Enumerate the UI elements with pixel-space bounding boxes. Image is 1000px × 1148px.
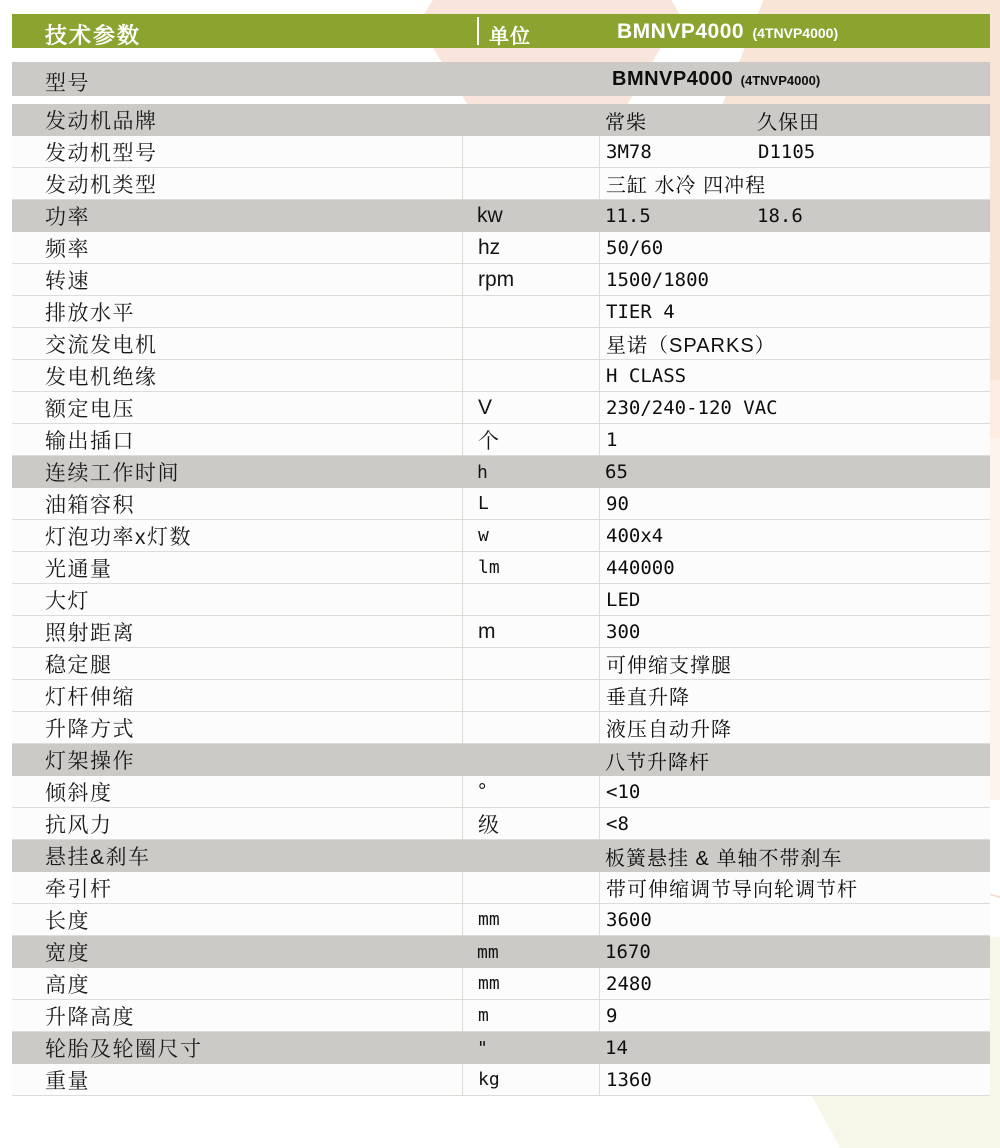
param-unit: m — [462, 616, 599, 647]
param-unit: 个 — [462, 424, 599, 455]
param-label: 排放水平 — [45, 301, 135, 325]
param-label: 升降高度 — [45, 1005, 135, 1029]
param-value-text: 65 — [605, 461, 628, 483]
param-value-text: 50/60 — [606, 236, 664, 259]
param-label: 频率 — [45, 237, 90, 261]
param-value — [599, 200, 990, 232]
table-row — [12, 776, 990, 808]
param-value — [599, 1064, 990, 1095]
param-unit — [462, 328, 599, 359]
model-row — [12, 62, 990, 96]
table-row — [12, 552, 990, 584]
param-value — [599, 424, 990, 455]
param-label: 照射距离 — [45, 621, 135, 645]
param-value-text: 1670 — [605, 941, 651, 963]
param-value — [599, 168, 990, 199]
param-value-text: 2480 — [606, 972, 652, 995]
table-row — [12, 968, 990, 1000]
param-label: 升降方式 — [45, 717, 135, 741]
table-row — [12, 200, 990, 232]
param-label: 转速 — [45, 269, 90, 293]
param-value-text: 230/240-120 VAC — [606, 396, 778, 419]
param-value-text: 垂直升降 — [606, 687, 690, 709]
param-value — [599, 616, 990, 647]
param-value — [599, 680, 990, 711]
param-unit: m — [462, 1000, 599, 1031]
param-unit: ° — [462, 776, 599, 807]
param-unit — [462, 104, 599, 136]
model-column-header — [617, 20, 838, 44]
table-row — [12, 904, 990, 936]
param-value-text: 9 — [606, 1004, 618, 1027]
table-row — [12, 712, 990, 744]
param-label: 交流发电机 — [45, 333, 158, 357]
table-row — [12, 488, 990, 520]
param-value — [599, 296, 990, 327]
param-value-text: 400x4 — [606, 524, 664, 547]
param-label: 发动机品牌 — [45, 110, 158, 133]
param-unit — [462, 712, 599, 743]
table-row — [12, 936, 990, 968]
param-value — [599, 584, 990, 615]
param-label: 轮胎及轮圈尺寸 — [45, 1038, 203, 1061]
param-value-text: 3600 — [606, 908, 652, 931]
table-row — [12, 264, 990, 296]
param-label: 发动机型号 — [45, 141, 158, 165]
param-unit — [462, 360, 599, 391]
param-unit: rpm — [462, 264, 599, 295]
table-row — [12, 168, 990, 200]
param-value-text: 可伸缩支撑腿 — [606, 655, 732, 677]
param-value — [599, 1032, 990, 1064]
param-unit: kw — [477, 204, 503, 227]
param-value — [599, 936, 990, 968]
param-unit: lm — [462, 552, 599, 583]
table-row — [12, 520, 990, 552]
param-value-text: 3M78 — [606, 140, 652, 163]
table-row — [12, 1000, 990, 1032]
param-value-text: 440000 — [606, 556, 675, 579]
param-label: 灯杆伸缩 — [45, 685, 135, 709]
param-unit: L — [462, 488, 599, 519]
param-unit: w — [462, 520, 599, 551]
param-label: 功率 — [45, 206, 90, 229]
param-value-text: <8 — [606, 812, 629, 835]
param-label: 输出插口 — [45, 429, 135, 453]
param-value — [599, 872, 990, 903]
param-value-text: 带可伸缩调节导向轮调节杆 — [606, 879, 858, 901]
param-label: 重量 — [45, 1069, 90, 1093]
header-divider — [477, 17, 479, 45]
table-row — [12, 808, 990, 840]
param-value-text: 1360 — [606, 1068, 652, 1091]
model-value-main: BMNVP4000 — [612, 68, 734, 90]
table-row — [12, 296, 990, 328]
param-label: 高度 — [45, 973, 90, 997]
param-value-text: 1 — [606, 428, 618, 451]
param-value-text: LED — [606, 588, 641, 611]
table-row — [12, 648, 990, 680]
table-row — [12, 680, 990, 712]
table-row — [12, 456, 990, 488]
param-value — [599, 744, 990, 776]
param-label: 大灯 — [45, 589, 90, 613]
param-label: 光通量 — [45, 557, 113, 581]
page-title: 技术参数 — [45, 23, 142, 48]
table-row — [12, 232, 990, 264]
table-row — [12, 616, 990, 648]
param-label: 牵引杆 — [45, 877, 113, 901]
param-label: 灯架操作 — [45, 750, 135, 773]
table-row — [12, 872, 990, 904]
param-value — [599, 904, 990, 935]
param-value-text: 板簧悬挂 & 单轴不带刹车 — [605, 847, 843, 870]
param-value — [599, 552, 990, 583]
param-unit: hz — [462, 232, 599, 263]
param-value-text: 18.6 — [757, 205, 803, 227]
param-value — [599, 264, 990, 295]
param-value-text: 90 — [606, 492, 629, 515]
param-value — [599, 328, 990, 359]
param-unit: 级 — [462, 808, 599, 839]
param-value — [599, 232, 990, 263]
model-value-alt: (4TNVP4000) — [740, 73, 821, 88]
param-unit — [462, 296, 599, 327]
spec-table-body — [12, 104, 990, 1096]
table-row — [12, 424, 990, 456]
param-value-text: 星诺（SPARKS） — [606, 335, 776, 357]
table-row — [12, 584, 990, 616]
param-value — [599, 104, 990, 136]
param-unit — [462, 744, 599, 776]
param-value — [599, 456, 990, 488]
param-label: 额定电压 — [45, 397, 135, 421]
model-name: BMNVP4000 — [617, 20, 745, 43]
param-value-text: D1105 — [758, 140, 816, 163]
param-value-text: 三缸 水冷 四冲程 — [606, 175, 767, 197]
model-name-alt: (4TNVP4000) — [752, 25, 839, 41]
param-unit: mm — [462, 904, 599, 935]
table-row — [12, 1064, 990, 1096]
param-value-text: 久保田 — [757, 111, 820, 134]
table-row — [12, 392, 990, 424]
param-value — [599, 840, 990, 872]
param-unit — [462, 648, 599, 679]
param-value — [599, 808, 990, 839]
param-label: 倾斜度 — [45, 781, 113, 805]
table-row — [12, 840, 990, 872]
param-label: 稳定腿 — [45, 653, 113, 677]
param-unit: " — [477, 1037, 488, 1059]
param-label: 宽度 — [45, 942, 90, 965]
table-row — [12, 328, 990, 360]
unit-column-header: 单位 — [489, 26, 531, 48]
param-label: 灯泡功率x灯数 — [45, 525, 192, 549]
param-value — [599, 136, 990, 167]
param-value-text: 11.5 — [605, 205, 651, 227]
param-value — [599, 360, 990, 391]
param-label: 长度 — [45, 909, 90, 933]
param-label: 发电机绝缘 — [45, 365, 158, 389]
param-label: 连续工作时间 — [45, 462, 180, 485]
param-label: 发动机类型 — [45, 173, 158, 197]
param-unit: mm — [462, 968, 599, 999]
param-unit — [462, 872, 599, 903]
param-value-text: <10 — [606, 780, 641, 803]
param-value-text: 300 — [606, 620, 641, 643]
param-value-text: H CLASS — [606, 364, 687, 387]
param-value — [599, 488, 990, 519]
param-value-text: 常柴 — [605, 111, 647, 134]
param-unit — [462, 584, 599, 615]
param-value-text: 液压自动升降 — [606, 719, 732, 741]
param-value — [599, 1000, 990, 1031]
param-unit — [462, 680, 599, 711]
param-value-text: 八节升降杆 — [605, 751, 710, 774]
param-unit: h — [477, 461, 488, 483]
param-label: 悬挂&刹车 — [45, 846, 151, 869]
param-unit: V — [462, 392, 599, 423]
param-value — [599, 968, 990, 999]
param-unit — [462, 136, 599, 167]
param-value — [599, 520, 990, 551]
param-value — [599, 392, 990, 423]
param-value-text: 1500/1800 — [606, 268, 709, 291]
param-value — [599, 712, 990, 743]
model-row-label: 型号 — [45, 72, 90, 95]
table-row — [12, 744, 990, 776]
param-unit — [462, 840, 599, 872]
table-row — [12, 136, 990, 168]
param-label: 油箱容积 — [45, 493, 135, 517]
param-value — [599, 648, 990, 679]
table-row — [12, 360, 990, 392]
table-header-bar — [12, 14, 990, 48]
param-label: 抗风力 — [45, 813, 113, 837]
param-unit: kg — [462, 1064, 599, 1095]
table-row — [12, 1032, 990, 1064]
param-value-text: 14 — [605, 1037, 628, 1059]
param-unit — [462, 168, 599, 199]
model-row-value — [612, 68, 820, 91]
param-value-text: TIER 4 — [606, 300, 675, 323]
table-row — [12, 104, 990, 136]
param-unit: mm — [477, 941, 499, 963]
param-value — [599, 776, 990, 807]
